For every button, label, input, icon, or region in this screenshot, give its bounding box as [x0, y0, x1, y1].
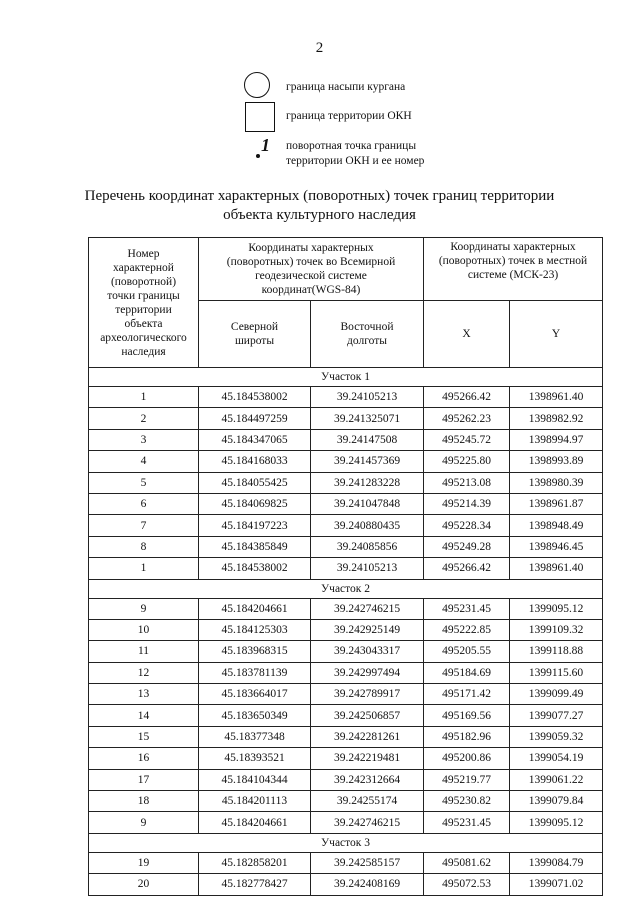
point-number-cell: 2 [89, 408, 199, 429]
x-cell: 495169.56 [424, 705, 510, 726]
latitude-cell: 45.183781139 [199, 662, 311, 683]
longitude-cell: 39.24085856 [311, 536, 424, 557]
longitude-cell: 39.242925149 [311, 619, 424, 640]
latitude-cell: 45.184201113 [199, 791, 311, 812]
table-row [89, 472, 603, 493]
longitude-cell: 39.242789917 [311, 684, 424, 705]
longitude-cell: 39.242997494 [311, 662, 424, 683]
point-number-cell: 6 [89, 493, 199, 514]
latitude-cell: 45.184204661 [199, 598, 311, 619]
page-number: 2 [315, 40, 324, 56]
latitude-cell: 45.184497259 [199, 408, 311, 429]
y-cell: 1399054.19 [510, 748, 603, 769]
table-row [89, 536, 603, 557]
latitude-cell: 45.184069825 [199, 493, 311, 514]
x-cell: 495213.08 [424, 472, 510, 493]
x-cell: 495219.77 [424, 769, 510, 790]
latitude-cell: 45.184538002 [199, 558, 311, 579]
longitude-cell: 39.241457369 [311, 451, 424, 472]
point-number-cell: 8 [89, 536, 199, 557]
longitude-header: Восточной долготы [311, 301, 424, 368]
longitude-cell: 39.242408169 [311, 874, 424, 895]
x-cell: 495231.45 [424, 812, 510, 833]
legend-territory-label: граница территории ОКН [286, 110, 412, 122]
longitude-cell: 39.24105213 [311, 558, 424, 579]
x-cell: 495081.62 [424, 852, 510, 873]
y-cell: 1399084.79 [510, 852, 603, 873]
table-row [89, 641, 603, 662]
table-row [89, 874, 603, 895]
longitude-cell: 39.242219481 [311, 748, 424, 769]
point-number-cell: 15 [89, 726, 199, 747]
table-row [89, 387, 603, 408]
latitude-cell: 45.184204661 [199, 812, 311, 833]
table-row [89, 852, 603, 873]
x-cell: 495266.42 [424, 558, 510, 579]
table-row [89, 662, 603, 683]
table-row [89, 684, 603, 705]
latitude-cell: 45.184168033 [199, 451, 311, 472]
document-title: Перечень координат характерных (поворотных) точек границ территории объекта культурного наследия [84, 188, 555, 223]
latitude-cell: 45.183664017 [199, 684, 311, 705]
point-number-cell: 1 [89, 558, 199, 579]
table-row [89, 812, 603, 833]
legend-mound-label: граница насыпи кургана [286, 81, 406, 93]
latitude-cell: 45.184197223 [199, 515, 311, 536]
x-cell: 495245.72 [424, 429, 510, 450]
x-cell: 495184.69 [424, 662, 510, 683]
point-number-cell: 14 [89, 705, 199, 726]
point-marker-number: 1 [261, 135, 270, 155]
point-number-cell: 19 [89, 852, 199, 873]
y-cell: 1399118.88 [510, 641, 603, 662]
coordinates-table [88, 237, 603, 896]
section-title: Участок 3 [89, 833, 603, 852]
x-cell: 495231.45 [424, 598, 510, 619]
latitude-cell: 45.18393521 [199, 748, 311, 769]
y-cell: 1398948.49 [510, 515, 603, 536]
table-row [89, 493, 603, 514]
section-title: Участок 1 [89, 368, 603, 387]
longitude-cell: 39.242506857 [311, 705, 424, 726]
y-cell: 1398961.87 [510, 493, 603, 514]
wgs84-header: Координаты характерных (поворотных) точек во Всемирной геодезической системе координат(WGS-84) [199, 238, 424, 301]
longitude-cell: 39.242312664 [311, 769, 424, 790]
y-cell: 1399059.32 [510, 726, 603, 747]
x-cell: 495072.53 [424, 874, 510, 895]
table-row [89, 791, 603, 812]
table-row [89, 408, 603, 429]
table-row [89, 451, 603, 472]
x-cell: 495249.28 [424, 536, 510, 557]
x-cell: 495228.34 [424, 515, 510, 536]
legend-point-label: поворотная точка границы территории ОКН и ее номер [286, 140, 425, 167]
x-cell: 495214.39 [424, 493, 510, 514]
point-number-cell: 1 [89, 387, 199, 408]
x-cell: 495266.42 [424, 387, 510, 408]
table-row [89, 598, 603, 619]
longitude-cell: 39.242585157 [311, 852, 424, 873]
point-number-header: Номер характерной (поворотной) точки границы территории объекта археологического наследия [89, 238, 199, 368]
point-number-cell: 18 [89, 791, 199, 812]
table-row [89, 619, 603, 640]
y-cell: 1398982.92 [510, 408, 603, 429]
x-cell: 495182.96 [424, 726, 510, 747]
x-cell: 495222.85 [424, 619, 510, 640]
y-cell: 1398961.40 [510, 387, 603, 408]
longitude-cell: 39.241047848 [311, 493, 424, 514]
latitude-cell: 45.184347065 [199, 429, 311, 450]
y-header: Y [510, 301, 603, 368]
latitude-cell: 45.182858201 [199, 852, 311, 873]
point-number-cell: 10 [89, 619, 199, 640]
square-icon [245, 102, 275, 132]
y-cell: 1399095.12 [510, 598, 603, 619]
x-cell: 495230.82 [424, 791, 510, 812]
point-number-cell: 4 [89, 451, 199, 472]
table-row [89, 515, 603, 536]
x-cell: 495200.86 [424, 748, 510, 769]
latitude-cell: 45.184055425 [199, 472, 311, 493]
longitude-cell: 39.24147508 [311, 429, 424, 450]
msk23-header: Координаты характерных (поворотных) точек в местной системе (МСК-23) [424, 238, 603, 301]
table-row [89, 558, 603, 579]
x-cell: 495262.23 [424, 408, 510, 429]
table-row [89, 769, 603, 790]
y-cell: 1399071.02 [510, 874, 603, 895]
point-number-cell: 9 [89, 598, 199, 619]
longitude-cell: 39.243043317 [311, 641, 424, 662]
point-number-cell: 16 [89, 748, 199, 769]
point-number-cell: 20 [89, 874, 199, 895]
x-header: X [424, 301, 510, 368]
longitude-cell: 39.240880435 [311, 515, 424, 536]
y-cell: 1398961.40 [510, 558, 603, 579]
circle-icon [244, 72, 270, 98]
y-cell: 1398994.97 [510, 429, 603, 450]
latitude-cell: 45.184385849 [199, 536, 311, 557]
x-cell: 495205.55 [424, 641, 510, 662]
latitude-cell: 45.184125303 [199, 619, 311, 640]
x-cell: 495225.80 [424, 451, 510, 472]
point-number-cell: 9 [89, 812, 199, 833]
y-cell: 1399095.12 [510, 812, 603, 833]
point-number-cell: 7 [89, 515, 199, 536]
point-number-cell: 11 [89, 641, 199, 662]
y-cell: 1399061.22 [510, 769, 603, 790]
latitude-cell: 45.184538002 [199, 387, 311, 408]
longitude-cell: 39.24255174 [311, 791, 424, 812]
table-row [89, 748, 603, 769]
point-number-cell: 5 [89, 472, 199, 493]
y-cell: 1399099.49 [510, 684, 603, 705]
y-cell: 1399109.32 [510, 619, 603, 640]
longitude-cell: 39.242281261 [311, 726, 424, 747]
point-number-cell: 12 [89, 662, 199, 683]
table-row [89, 726, 603, 747]
table-row [89, 705, 603, 726]
longitude-cell: 39.242746215 [311, 598, 424, 619]
y-cell: 1399115.60 [510, 662, 603, 683]
latitude-cell: 45.184104344 [199, 769, 311, 790]
y-cell: 1399079.84 [510, 791, 603, 812]
y-cell: 1398993.89 [510, 451, 603, 472]
point-number-cell: 3 [89, 429, 199, 450]
point-number-cell: 17 [89, 769, 199, 790]
latitude-cell: 45.183650349 [199, 705, 311, 726]
point-number-cell: 13 [89, 684, 199, 705]
point-icon [254, 137, 276, 165]
y-cell: 1398980.39 [510, 472, 603, 493]
longitude-cell: 39.242746215 [311, 812, 424, 833]
latitude-cell: 45.183968315 [199, 641, 311, 662]
longitude-cell: 39.241325071 [311, 408, 424, 429]
latitude-cell: 45.182778427 [199, 874, 311, 895]
x-cell: 495171.42 [424, 684, 510, 705]
latitude-cell: 45.18377348 [199, 726, 311, 747]
table-row [89, 429, 603, 450]
latitude-header: Северной широты [199, 301, 311, 368]
y-cell: 1399077.27 [510, 705, 603, 726]
section-title: Участок 2 [89, 579, 603, 598]
longitude-cell: 39.241283228 [311, 472, 424, 493]
longitude-cell: 39.24105213 [311, 387, 424, 408]
y-cell: 1398946.45 [510, 536, 603, 557]
